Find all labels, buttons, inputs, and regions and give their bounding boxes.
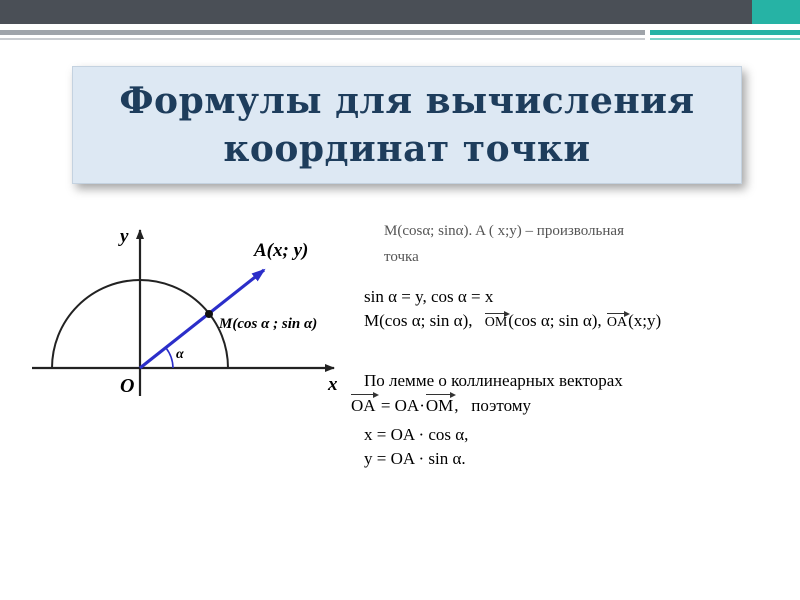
header-bar — [0, 0, 800, 24]
x-axis-label: x — [328, 374, 338, 395]
origin-label: O — [120, 375, 135, 397]
y-axis-label: y — [120, 226, 129, 247]
formula-oa-equals: = OA· — [380, 396, 425, 415]
vector-om-notation-large — [426, 392, 453, 414]
title-line-1: Формулы для вычисления — [119, 80, 695, 122]
vector-oa-label: OA — [606, 315, 628, 330]
point-m-label: M(cos α ; sin α) — [219, 316, 318, 332]
formula-therefore: , поэтому — [454, 396, 532, 415]
vector-om-notation — [485, 311, 508, 331]
header-stripe — [0, 30, 645, 35]
description-note — [384, 218, 764, 270]
title-line-2: координат точки — [223, 128, 591, 170]
unit-circle-diagram — [28, 212, 360, 402]
formula-y: y = OA · sin α. — [364, 449, 466, 468]
vector-arrow-icon — [485, 311, 511, 317]
vector-oa-notation — [607, 311, 627, 331]
vector-om-label-large: OM — [425, 396, 454, 415]
header-stripe-thin — [0, 38, 645, 40]
header-accent — [752, 0, 800, 24]
formula-point-m: M(cos α; sin α), — [364, 311, 473, 330]
title-box — [72, 66, 742, 184]
vector-arrow-icon — [607, 311, 630, 317]
vector-oa-notation-large — [351, 392, 376, 414]
formula-x: x = OA · cos α, — [364, 425, 469, 444]
formula-oa-coords: (x;y) — [628, 311, 662, 330]
header-stripe-accent — [650, 30, 800, 35]
formula-collinear — [350, 392, 531, 414]
formula-sin-cos: sin α = y, cos α = x — [364, 287, 494, 306]
angle-arc — [166, 348, 173, 368]
formula-lemma: По лемме о коллинеарных векторах — [364, 371, 623, 390]
vector-om-label: OM — [484, 315, 508, 330]
vector-oa-label-large: OA — [351, 396, 376, 415]
angle-label: α — [176, 347, 184, 362]
header-stripe-thin-accent — [650, 38, 800, 40]
point-m — [205, 310, 213, 318]
note-line-1: M(cosα; sinα). A ( x;y) – произвольная — [384, 223, 624, 239]
note-line-2: точка — [384, 249, 419, 265]
formula-vectors — [364, 310, 661, 332]
point-a-label: A(x; y) — [254, 240, 309, 261]
vector-arrow-icon — [351, 392, 379, 398]
formula-om-coords: (cos α; sin α), — [508, 311, 602, 330]
vector-arrow-icon — [426, 392, 456, 398]
